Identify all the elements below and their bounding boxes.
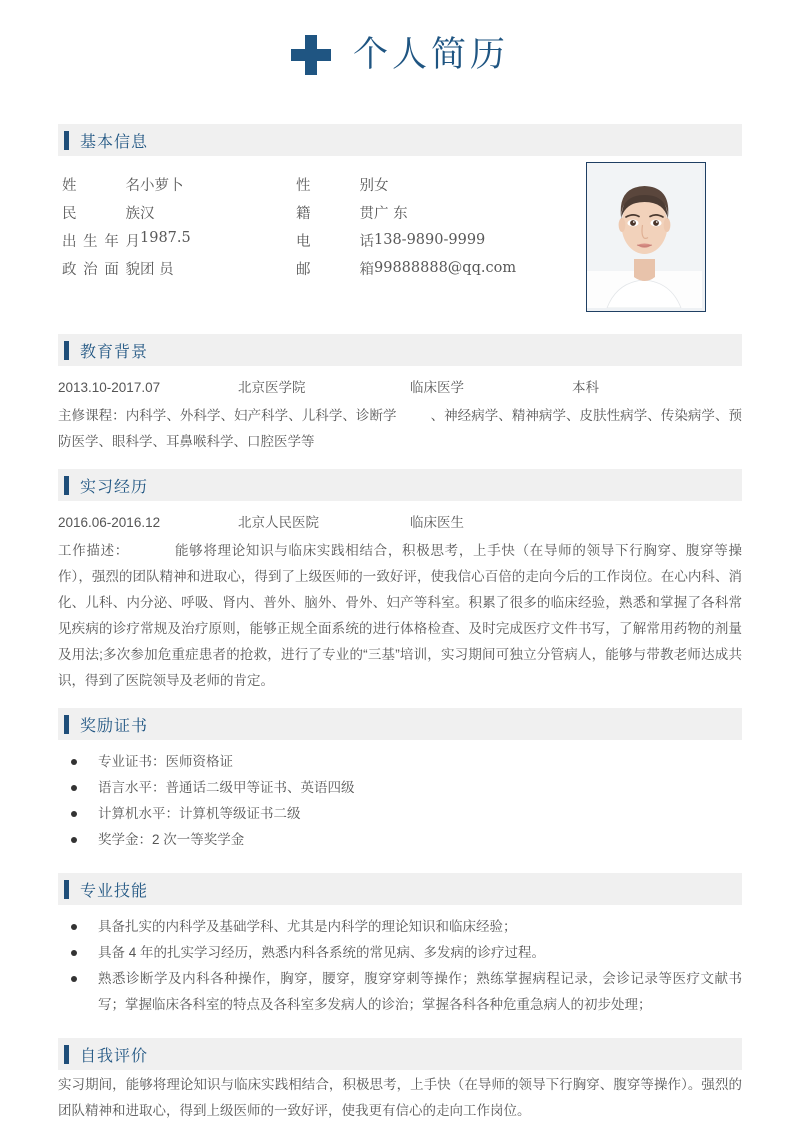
field-label-political-status: 政治面貌	[62, 261, 140, 278]
courses-part-one: 内科学、外科学、妇产科学、儿科学、诊断学	[125, 408, 397, 423]
internship-entry-row	[58, 501, 742, 536]
section-title-awards: 奖励证书	[80, 715, 149, 735]
education-major: 临床医学	[410, 380, 464, 395]
section-title-self-evaluation: 自我评价	[80, 1045, 149, 1065]
awards-list	[58, 740, 742, 859]
field-value-name: 小萝卜	[140, 177, 184, 194]
section-title-internship: 实习经历	[80, 476, 149, 496]
field-label-ethnicity: 民 族	[62, 205, 140, 222]
section-accent-bar	[64, 715, 69, 734]
field-label-email: 邮 箱	[296, 261, 374, 278]
field-value-ethnicity: 汉	[140, 205, 155, 222]
list-item: 熟悉诊断学及内科各种操作，胸穿，腰穿，腹穿穿刺等操作；熟练掌握病程记录，会诊记录等医疗文献书写；掌握临床各科室的特点及各科室多发病人的诊治；掌握各科各种危重急病人的初步处理；	[58, 966, 742, 1018]
education-entry-row	[58, 366, 742, 401]
internship-role: 临床医生	[410, 515, 464, 530]
section-header-internship	[58, 469, 742, 501]
section-accent-bar	[64, 880, 69, 899]
field-label-name: 姓 名	[62, 177, 140, 194]
section-title-education: 教育背景	[80, 341, 149, 361]
section-accent-bar	[64, 476, 69, 495]
section-title-basic: 基本信息	[80, 131, 149, 151]
self-evaluation-text: 实习期间，能够将理论知识与临床实践相结合，积极思考，上手快（在导师的领导下行胸穿、腹穿等操作）。强烈的团队精神和进取心，得到上级医师的一致好评，使我更有信心的走向工作岗位。	[58, 1077, 742, 1118]
field-value-phone: 138-9890-9999	[374, 232, 486, 248]
section-header-self-evaluation	[58, 1038, 742, 1070]
section-accent-bar	[64, 131, 69, 150]
field-label-gender: 性 别	[296, 177, 374, 194]
list-item: 具备 4 年的扎实学习经历，熟悉内科各系统的常见病、多发病的诊疗过程。	[58, 940, 742, 966]
field-value-political-status: 团 员	[140, 261, 174, 278]
section-header-basic	[58, 124, 742, 156]
section-title-skills: 专业技能	[80, 880, 149, 900]
field-label-hometown: 籍 贯	[296, 205, 374, 222]
description-text: 能够将理论知识与临床实践相结合，积极思考，上手快（在导师的领导下行胸穿、腹穿等操作），强烈的团队精神和进取心，得到了上级医师的一致好评，使我信心百倍的走向今后的工作岗位。在心内科、消化、儿科、内分泌、呼吸、肾内、普外、脑外、骨外、妇产等科室。积累了很多的临床经验，熟悉和掌握了各科常见疾病的诊疗常规及治疗原则，能够正规全面系统的进行体格检查、及时完成医疗文件书写，了解常用药物的剂量及用法;多次参加危重症患者的抢救，进行了专业的“三基”培训，实习期间可独立分管病人，能够与带教老师达成共识，得到了医院领导及老师的肯定。	[58, 543, 743, 688]
courses-part-two: 、神经病学、精神病学、皮肤性病学、传染病学、预防医学、眼科学、耳鼻喉科学、口腔医学等	[58, 408, 743, 449]
list-item: 奖学金：2 次一等奖学金	[58, 827, 742, 853]
list-item: 语言水平：普通话二级甲等证书、英语四级	[58, 775, 742, 801]
description-label: 工作描述：	[58, 543, 129, 558]
list-item: 具备扎实的内科学及基础学科、尤其是内科学的理论知识和临床经验；	[58, 914, 742, 940]
medical-cross-icon	[291, 35, 331, 75]
section-accent-bar	[64, 341, 69, 360]
section-header-awards	[58, 708, 742, 740]
field-label-phone: 电 话	[296, 233, 374, 250]
field-value-gender: 女	[374, 177, 389, 194]
page-title: 个人简历	[352, 34, 509, 75]
field-value-email: 99888888@qq.com	[374, 260, 517, 276]
avatar	[586, 162, 706, 312]
education-period: 2013.10-2017.07	[58, 380, 161, 395]
education-courses	[58, 401, 742, 455]
education-school: 北京医学院	[238, 380, 306, 395]
document-title-row	[58, 0, 742, 110]
courses-label: 主修课程：	[58, 408, 126, 423]
list-item: 计算机水平：计算机等级证书二级	[58, 801, 742, 827]
skills-list	[58, 905, 742, 1024]
field-value-hometown: 广 东	[374, 205, 408, 222]
list-item: 专业证书：医师资格证	[58, 749, 742, 775]
section-accent-bar	[64, 1045, 69, 1064]
field-value-birthdate: 1987.5	[140, 229, 191, 246]
internship-organization: 北京人民医院	[238, 515, 319, 530]
education-degree: 本科	[572, 380, 599, 395]
internship-period: 2016.06-2016.12	[58, 515, 161, 530]
field-label-birthdate: 出生年月	[62, 233, 140, 250]
internship-description	[58, 536, 742, 694]
basic-info-block	[58, 156, 742, 320]
section-header-education	[58, 334, 742, 366]
section-header-skills	[58, 873, 742, 905]
